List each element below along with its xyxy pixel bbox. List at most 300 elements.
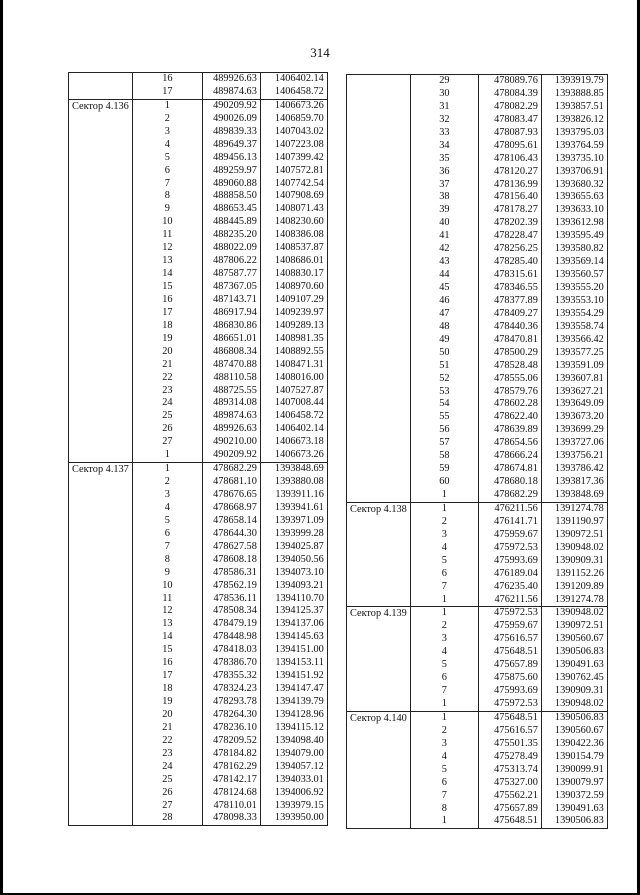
x-coordinate: 478479.19 [202, 618, 260, 631]
point-number: 17 [132, 670, 202, 683]
y-coordinate: 1393673.20 [541, 411, 607, 424]
point-number: 1 [410, 594, 478, 607]
sector-label: Сектор 4.140 [347, 711, 411, 828]
x-coordinate: 478386.70 [202, 657, 260, 670]
point-number: 51 [410, 360, 478, 373]
y-coordinate: 1393680.32 [541, 179, 607, 192]
point-number: 5 [132, 152, 202, 165]
point-number: 24 [132, 397, 202, 410]
x-coordinate: 489926.63 [202, 73, 260, 86]
point-number: 1 [132, 99, 202, 112]
x-coordinate: 478674.81 [478, 463, 541, 476]
point-number: 19 [132, 333, 202, 346]
point-number: 13 [132, 618, 202, 631]
x-coordinate: 478236.10 [202, 722, 260, 735]
point-number: 31 [410, 101, 478, 114]
left-table-body [69, 73, 328, 826]
x-coordinate: 478264.30 [202, 709, 260, 722]
table-row [347, 75, 608, 88]
y-coordinate: 1394057.12 [260, 761, 327, 774]
y-coordinate: 1407527.87 [260, 385, 327, 398]
x-coordinate: 488022.09 [202, 242, 260, 255]
x-coordinate: 478536.11 [202, 593, 260, 606]
y-coordinate: 1393919.79 [541, 75, 607, 88]
y-coordinate: 1407223.08 [260, 139, 327, 152]
point-number: 36 [410, 166, 478, 179]
x-coordinate: 475993.69 [478, 685, 541, 698]
y-coordinate: 1394098.40 [260, 735, 327, 748]
y-coordinate: 1394151.00 [260, 644, 327, 657]
y-coordinate: 1390948.02 [541, 698, 607, 711]
point-number: 12 [132, 605, 202, 618]
table-row [347, 711, 608, 724]
x-coordinate: 478124.68 [202, 787, 260, 800]
point-number: 9 [132, 567, 202, 580]
x-coordinate: 490210.00 [202, 436, 260, 449]
y-coordinate: 1393560.57 [541, 269, 607, 282]
x-coordinate: 478555.06 [478, 373, 541, 386]
y-coordinate: 1391209.89 [541, 581, 607, 594]
y-coordinate: 1393979.15 [260, 800, 327, 813]
point-number: 6 [410, 777, 478, 790]
y-coordinate: 1408981.35 [260, 333, 327, 346]
y-coordinate: 1394093.21 [260, 580, 327, 593]
point-number: 27 [132, 436, 202, 449]
sector-label: Сектор 4.138 [347, 502, 411, 607]
y-coordinate: 1393558.74 [541, 321, 607, 334]
point-number: 15 [132, 644, 202, 657]
point-number: 37 [410, 179, 478, 192]
point-number: 22 [132, 372, 202, 385]
x-coordinate: 478315.61 [478, 269, 541, 282]
point-number: 1 [410, 607, 478, 620]
x-coordinate: 478082.29 [478, 101, 541, 114]
point-number: 58 [410, 450, 478, 463]
point-number: 7 [410, 790, 478, 803]
x-coordinate: 478202.39 [478, 217, 541, 230]
point-number: 13 [132, 255, 202, 268]
point-number: 44 [410, 269, 478, 282]
x-coordinate: 475972.53 [478, 698, 541, 711]
x-coordinate: 478293.78 [202, 696, 260, 709]
point-number: 18 [132, 320, 202, 333]
x-coordinate: 475875.60 [478, 672, 541, 685]
point-number: 60 [410, 476, 478, 489]
point-number: 52 [410, 373, 478, 386]
x-coordinate: 489649.37 [202, 139, 260, 152]
y-coordinate: 1408537.87 [260, 242, 327, 255]
x-coordinate: 478324.23 [202, 683, 260, 696]
x-coordinate: 476211.56 [478, 594, 541, 607]
y-coordinate: 1390506.83 [541, 815, 607, 828]
x-coordinate: 478087.93 [478, 127, 541, 140]
x-coordinate: 487367.05 [202, 281, 260, 294]
point-number: 5 [410, 555, 478, 568]
x-coordinate: 475657.89 [478, 659, 541, 672]
point-number: 8 [132, 190, 202, 203]
x-coordinate: 475959.67 [478, 529, 541, 542]
point-number: 7 [132, 541, 202, 554]
y-coordinate: 1390909.31 [541, 555, 607, 568]
y-coordinate: 1393569.14 [541, 256, 607, 269]
x-coordinate: 476235.40 [478, 581, 541, 594]
y-coordinate: 1390560.67 [541, 725, 607, 738]
sector-label: Сектор 4.139 [347, 607, 411, 712]
x-coordinate: 475959.67 [478, 620, 541, 633]
y-coordinate: 1393655.63 [541, 191, 607, 204]
y-coordinate: 1393699.29 [541, 424, 607, 437]
x-coordinate: 478440.36 [478, 321, 541, 334]
y-coordinate: 1393553.10 [541, 295, 607, 308]
y-coordinate: 1390560.67 [541, 633, 607, 646]
point-number: 8 [410, 803, 478, 816]
x-coordinate: 478682.29 [478, 489, 541, 502]
point-number: 21 [132, 359, 202, 372]
point-number: 4 [410, 542, 478, 555]
y-coordinate: 1393607.81 [541, 373, 607, 386]
y-coordinate: 1393727.06 [541, 437, 607, 450]
table-row [347, 502, 608, 515]
point-number: 33 [410, 127, 478, 140]
x-coordinate: 475657.89 [478, 803, 541, 816]
y-coordinate: 1407908.69 [260, 190, 327, 203]
x-coordinate: 475616.57 [478, 725, 541, 738]
y-coordinate: 1393857.51 [541, 101, 607, 114]
point-number: 24 [132, 761, 202, 774]
y-coordinate: 1393554.29 [541, 308, 607, 321]
y-coordinate: 1394050.56 [260, 554, 327, 567]
x-coordinate: 478470.81 [478, 334, 541, 347]
y-coordinate: 1393999.28 [260, 528, 327, 541]
y-coordinate: 1393566.42 [541, 334, 607, 347]
y-coordinate: 1393555.20 [541, 282, 607, 295]
point-number: 6 [132, 165, 202, 178]
x-coordinate: 478162.29 [202, 761, 260, 774]
point-number: 16 [132, 73, 202, 86]
y-coordinate: 1390491.63 [541, 659, 607, 672]
y-coordinate: 1393971.09 [260, 515, 327, 528]
x-coordinate: 486651.01 [202, 333, 260, 346]
point-number: 3 [410, 633, 478, 646]
y-coordinate: 1394147.47 [260, 683, 327, 696]
point-number: 3 [410, 738, 478, 751]
y-coordinate: 1393848.69 [541, 489, 607, 502]
y-coordinate: 1391274.78 [541, 594, 607, 607]
y-coordinate: 1393580.82 [541, 243, 607, 256]
point-number: 10 [132, 580, 202, 593]
point-number: 15 [132, 281, 202, 294]
y-coordinate: 1390506.83 [541, 646, 607, 659]
y-coordinate: 1393756.21 [541, 450, 607, 463]
x-coordinate: 475501.35 [478, 738, 541, 751]
x-coordinate: 475327.00 [478, 777, 541, 790]
y-coordinate: 1393735.10 [541, 153, 607, 166]
y-coordinate: 1394145.63 [260, 631, 327, 644]
x-coordinate: 478346.55 [478, 282, 541, 295]
point-number: 26 [132, 787, 202, 800]
x-coordinate: 478156.40 [478, 191, 541, 204]
y-coordinate: 1409289.13 [260, 320, 327, 333]
x-coordinate: 478666.24 [478, 450, 541, 463]
x-coordinate: 478355.32 [202, 670, 260, 683]
x-coordinate: 475562.21 [478, 790, 541, 803]
x-coordinate: 488858.50 [202, 190, 260, 203]
point-number: 41 [410, 230, 478, 243]
x-coordinate: 476141.71 [478, 516, 541, 529]
point-number: 1 [410, 502, 478, 515]
x-coordinate: 487470.88 [202, 359, 260, 372]
point-number: 14 [132, 631, 202, 644]
point-number: 17 [132, 86, 202, 99]
point-number: 32 [410, 114, 478, 127]
y-coordinate: 1393880.08 [260, 476, 327, 489]
point-number: 59 [410, 463, 478, 476]
y-coordinate: 1390372.59 [541, 790, 607, 803]
point-number: 2 [410, 620, 478, 633]
point-number: 4 [410, 646, 478, 659]
x-coordinate: 478228.47 [478, 230, 541, 243]
left-coordinate-table [68, 72, 328, 826]
y-coordinate: 1394006.92 [260, 787, 327, 800]
x-coordinate: 490209.92 [202, 99, 260, 112]
y-coordinate: 1406458.72 [260, 410, 327, 423]
point-number: 25 [132, 774, 202, 787]
x-coordinate: 475278.49 [478, 751, 541, 764]
x-coordinate: 478106.43 [478, 153, 541, 166]
sector-label: Сектор 4.137 [69, 463, 133, 826]
x-coordinate: 475993.69 [478, 555, 541, 568]
y-coordinate: 1393848.69 [260, 463, 327, 476]
point-number: 29 [410, 75, 478, 88]
x-coordinate: 475648.51 [478, 711, 541, 724]
table-row [69, 99, 328, 112]
point-number: 17 [132, 307, 202, 320]
point-number: 23 [132, 748, 202, 761]
x-coordinate: 486808.34 [202, 346, 260, 359]
y-coordinate: 1408016.00 [260, 372, 327, 385]
x-coordinate: 478639.89 [478, 424, 541, 437]
y-coordinate: 1391274.78 [541, 502, 607, 515]
point-number: 56 [410, 424, 478, 437]
x-coordinate: 488110.58 [202, 372, 260, 385]
point-number: 6 [410, 672, 478, 685]
y-coordinate: 1390909.31 [541, 685, 607, 698]
x-coordinate: 478095.61 [478, 140, 541, 153]
x-coordinate: 488235.20 [202, 229, 260, 242]
x-coordinate: 488725.55 [202, 385, 260, 398]
y-coordinate: 1393627.21 [541, 386, 607, 399]
x-coordinate: 478622.40 [478, 411, 541, 424]
y-coordinate: 1393595.49 [541, 230, 607, 243]
x-coordinate: 489314.08 [202, 397, 260, 410]
y-coordinate: 1391152.26 [541, 568, 607, 581]
x-coordinate: 478681.10 [202, 476, 260, 489]
point-number: 1 [132, 463, 202, 476]
y-coordinate: 1394110.70 [260, 593, 327, 606]
y-coordinate: 1394025.87 [260, 541, 327, 554]
x-coordinate: 490026.09 [202, 113, 260, 126]
point-number: 3 [132, 489, 202, 502]
x-coordinate: 478658.14 [202, 515, 260, 528]
x-coordinate: 475972.53 [478, 542, 541, 555]
y-coordinate: 1394128.96 [260, 709, 327, 722]
point-number: 2 [132, 476, 202, 489]
y-coordinate: 1406859.70 [260, 113, 327, 126]
y-coordinate: 1393633.10 [541, 204, 607, 217]
x-coordinate: 487806.22 [202, 255, 260, 268]
point-number: 16 [132, 657, 202, 670]
point-number: 34 [410, 140, 478, 153]
y-coordinate: 1393826.12 [541, 114, 607, 127]
x-coordinate: 478528.48 [478, 360, 541, 373]
point-number: 14 [132, 268, 202, 281]
point-number: 2 [410, 725, 478, 738]
point-number: 45 [410, 282, 478, 295]
point-number: 7 [132, 178, 202, 191]
x-coordinate: 486917.94 [202, 307, 260, 320]
y-coordinate: 1390948.02 [541, 542, 607, 555]
y-coordinate: 1408830.17 [260, 268, 327, 281]
point-number: 6 [410, 568, 478, 581]
x-coordinate: 478644.30 [202, 528, 260, 541]
y-coordinate: 1390154.79 [541, 751, 607, 764]
point-number: 3 [410, 529, 478, 542]
y-coordinate: 1390422.36 [541, 738, 607, 751]
point-number: 5 [410, 659, 478, 672]
x-coordinate: 478448.98 [202, 631, 260, 644]
x-coordinate: 487143.71 [202, 294, 260, 307]
point-number: 5 [132, 515, 202, 528]
point-number: 49 [410, 334, 478, 347]
y-coordinate: 1390506.83 [541, 711, 607, 724]
y-coordinate: 1406402.14 [260, 73, 327, 86]
y-coordinate: 1394073.10 [260, 567, 327, 580]
y-coordinate: 1393786.42 [541, 463, 607, 476]
right-coordinate-table [346, 74, 608, 829]
y-coordinate: 1408471.31 [260, 359, 327, 372]
right-table-body [347, 75, 608, 829]
x-coordinate: 475313.74 [478, 764, 541, 777]
sector-label [69, 73, 133, 100]
y-coordinate: 1394139.79 [260, 696, 327, 709]
point-number: 42 [410, 243, 478, 256]
x-coordinate: 478209.52 [202, 735, 260, 748]
point-number: 47 [410, 308, 478, 321]
y-coordinate: 1393706.91 [541, 166, 607, 179]
x-coordinate: 478579.76 [478, 386, 541, 399]
x-coordinate: 489839.33 [202, 126, 260, 139]
x-coordinate: 475972.53 [478, 607, 541, 620]
x-coordinate: 478602.28 [478, 398, 541, 411]
y-coordinate: 1394137.06 [260, 618, 327, 631]
y-coordinate: 1394033.01 [260, 774, 327, 787]
x-coordinate: 490209.92 [202, 449, 260, 462]
x-coordinate: 488445.89 [202, 216, 260, 229]
y-coordinate: 1390079.97 [541, 777, 607, 790]
y-coordinate: 1390491.63 [541, 803, 607, 816]
y-coordinate: 1408071.43 [260, 203, 327, 216]
point-number: 38 [410, 191, 478, 204]
y-coordinate: 1393941.61 [260, 502, 327, 515]
y-coordinate: 1393649.09 [541, 398, 607, 411]
x-coordinate: 478110.01 [202, 800, 260, 813]
y-coordinate: 1393817.36 [541, 476, 607, 489]
x-coordinate: 478377.89 [478, 295, 541, 308]
point-number: 20 [132, 709, 202, 722]
y-coordinate: 1408386.08 [260, 229, 327, 242]
x-coordinate: 489874.63 [202, 86, 260, 99]
y-coordinate: 1408230.60 [260, 216, 327, 229]
x-coordinate: 478562.19 [202, 580, 260, 593]
x-coordinate: 478409.27 [478, 308, 541, 321]
sector-label: Сектор 4.136 [69, 99, 133, 462]
x-coordinate: 489060.88 [202, 178, 260, 191]
point-number: 39 [410, 204, 478, 217]
y-coordinate: 1409239.97 [260, 307, 327, 320]
y-coordinate: 1406673.18 [260, 436, 327, 449]
point-number: 7 [410, 581, 478, 594]
x-coordinate: 475648.51 [478, 815, 541, 828]
point-number: 27 [132, 800, 202, 813]
x-coordinate: 478668.97 [202, 502, 260, 515]
x-coordinate: 489259.97 [202, 165, 260, 178]
x-coordinate: 478089.76 [478, 75, 541, 88]
y-coordinate: 1394079.00 [260, 748, 327, 761]
y-coordinate: 1393591.09 [541, 360, 607, 373]
page-number: 314 [310, 45, 330, 60]
point-number: 53 [410, 386, 478, 399]
x-coordinate: 486830.86 [202, 320, 260, 333]
y-coordinate: 1390762.45 [541, 672, 607, 685]
x-coordinate: 478178.27 [478, 204, 541, 217]
y-coordinate: 1406402.14 [260, 423, 327, 436]
y-coordinate: 1394153.11 [260, 657, 327, 670]
x-coordinate: 478418.03 [202, 644, 260, 657]
point-number: 50 [410, 347, 478, 360]
x-coordinate: 478680.18 [478, 476, 541, 489]
y-coordinate: 1406673.26 [260, 99, 327, 112]
point-number: 5 [410, 764, 478, 777]
y-coordinate: 1393911.16 [260, 489, 327, 502]
point-number: 10 [132, 216, 202, 229]
y-coordinate: 1393795.03 [541, 127, 607, 140]
y-coordinate: 1408892.55 [260, 346, 327, 359]
x-coordinate: 478098.33 [202, 812, 260, 825]
point-number: 9 [132, 203, 202, 216]
y-coordinate: 1407572.81 [260, 165, 327, 178]
point-number: 1 [410, 815, 478, 828]
point-number: 1 [132, 449, 202, 462]
y-coordinate: 1406673.26 [260, 449, 327, 462]
point-number: 28 [132, 812, 202, 825]
x-coordinate: 478285.40 [478, 256, 541, 269]
x-coordinate: 478500.29 [478, 347, 541, 360]
y-coordinate: 1390099.91 [541, 764, 607, 777]
y-coordinate: 1393764.59 [541, 140, 607, 153]
point-number: 54 [410, 398, 478, 411]
x-coordinate: 478084.39 [478, 88, 541, 101]
x-coordinate: 478184.82 [202, 748, 260, 761]
table-row [69, 463, 328, 476]
x-coordinate: 478586.31 [202, 567, 260, 580]
y-coordinate: 1407008.44 [260, 397, 327, 410]
y-coordinate: 1408970.60 [260, 281, 327, 294]
point-number: 1 [410, 489, 478, 502]
point-number: 19 [132, 696, 202, 709]
point-number: 12 [132, 242, 202, 255]
x-coordinate: 489456.13 [202, 152, 260, 165]
x-coordinate: 478508.34 [202, 605, 260, 618]
